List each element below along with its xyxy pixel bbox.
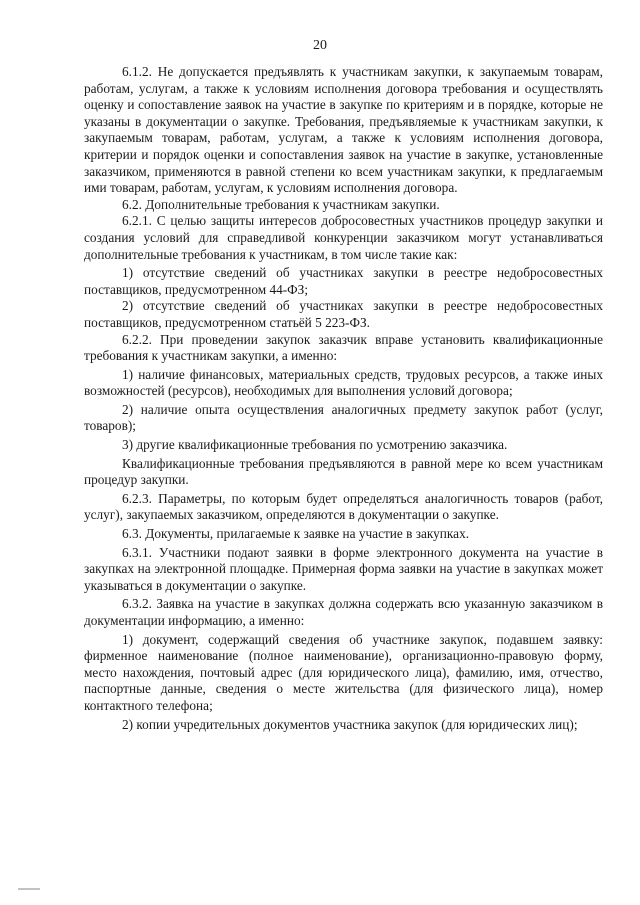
paragraph-6-3-1: 6.3.1. Участники подают заявки в форме электронного документа на участие в закупках на электронной площадке. Примерная форма заявки на участие в закупках может указываться в документации о закупке. bbox=[84, 544, 603, 593]
paragraph-qualification-note: Квалификационные требования предъявляются в равной мере ко всем участникам процедур закупки. bbox=[84, 455, 603, 488]
list-item-6-3-2-2: 2) копии учредительных документов участника закупок (для юридических лиц); bbox=[122, 716, 578, 732]
paragraph-6-3-heading: 6.3. Документы, прилагаемые к заявке на участие в закупках. bbox=[122, 526, 470, 542]
document-body bbox=[84, 64, 603, 733]
scan-artifact-mark bbox=[18, 888, 40, 890]
list-item-6-2-2-2: 2) наличие опыта осуществления аналогичных предмету закупок работ (услуг, товаров); bbox=[84, 401, 603, 434]
paragraph-6-2-heading: 6.2. Дополнительные требования к участникам закупки. bbox=[122, 196, 440, 212]
paragraph-6-3-2: 6.3.2. Заявка на участие в закупках должна содержать всю указанную заказчиком в документации информацию, а именно: bbox=[84, 596, 603, 628]
paragraph-6-1-2: 6.1.2. Не допускается предъявлять к участникам закупки, к закупаемым товарам, работам, услугам, а также к условиям исполнения договора требования и осуществлять оценку и сопоставление заявок на участие в закупке по критериям и в порядке, которые не указаны в документации о закупке. Требования, предъявляемые к участникам закупки, к закупаемым товарам, работам, услугам, а также к условиям исполнения договора, критерии и порядок оценки и сопоставления заявок на участие в закупке, установленные заказчиком, применяются в равной степени ко всем участникам закупки, к предлагаемым ими товарам, работам, услугам, к условиям исполнения договора. bbox=[84, 64, 603, 196]
list-item-6-2-2-1: 1) наличие финансовых, материальных средств, трудовых ресурсов, а также иных возможностей (ресурсов), необходимых для выполнения условий договора; bbox=[84, 366, 603, 399]
paragraph-6-2-3: 6.2.3. Параметры, по которым будет определяться аналогичность товаров (работ, услуг), закупаемых заказчиком, определяются в документации о закупке. bbox=[84, 490, 603, 523]
list-item-6-2-2-3: 3) другие квалификационные требования по усмотрению заказчика. bbox=[122, 437, 508, 453]
list-item-6-3-2-1: 1) документ, содержащий сведения об участнике закупок, подавшем заявку: фирменное наименование (полное наименование), организационно-правовую форму, место нахождения, почтовый адрес (для юридического лица), фамилию, имя, отчество, паспортные данные, сведения о месте жительства (для физического лица), номер контактного телефона; bbox=[84, 631, 603, 713]
paragraph-6-2-2: 6.2.2. При проведении закупок заказчик вправе установить квалификационные требования к участникам закупки, а именно: bbox=[84, 331, 603, 364]
page-number: 20 bbox=[313, 38, 327, 53]
list-item-6-2-1-2: 2) отсутствие сведений об участниках закупки в реестре недобросовестных поставщиков, предусмотренном статьёй 5 223-ФЗ. bbox=[84, 298, 603, 330]
list-item-6-2-1-1: 1) отсутствие сведений об участниках закупки в реестре недобросовестных поставщиков, предусмотренном 44-ФЗ; bbox=[84, 265, 603, 297]
paragraph-6-2-1: 6.2.1. С целью защиты интересов добросовестных участников процедур закупки и создания условий для справедливой конкуренции заказчиком могут устанавливаться дополнительные требования к участникам, в том числе такие как: bbox=[84, 213, 603, 262]
